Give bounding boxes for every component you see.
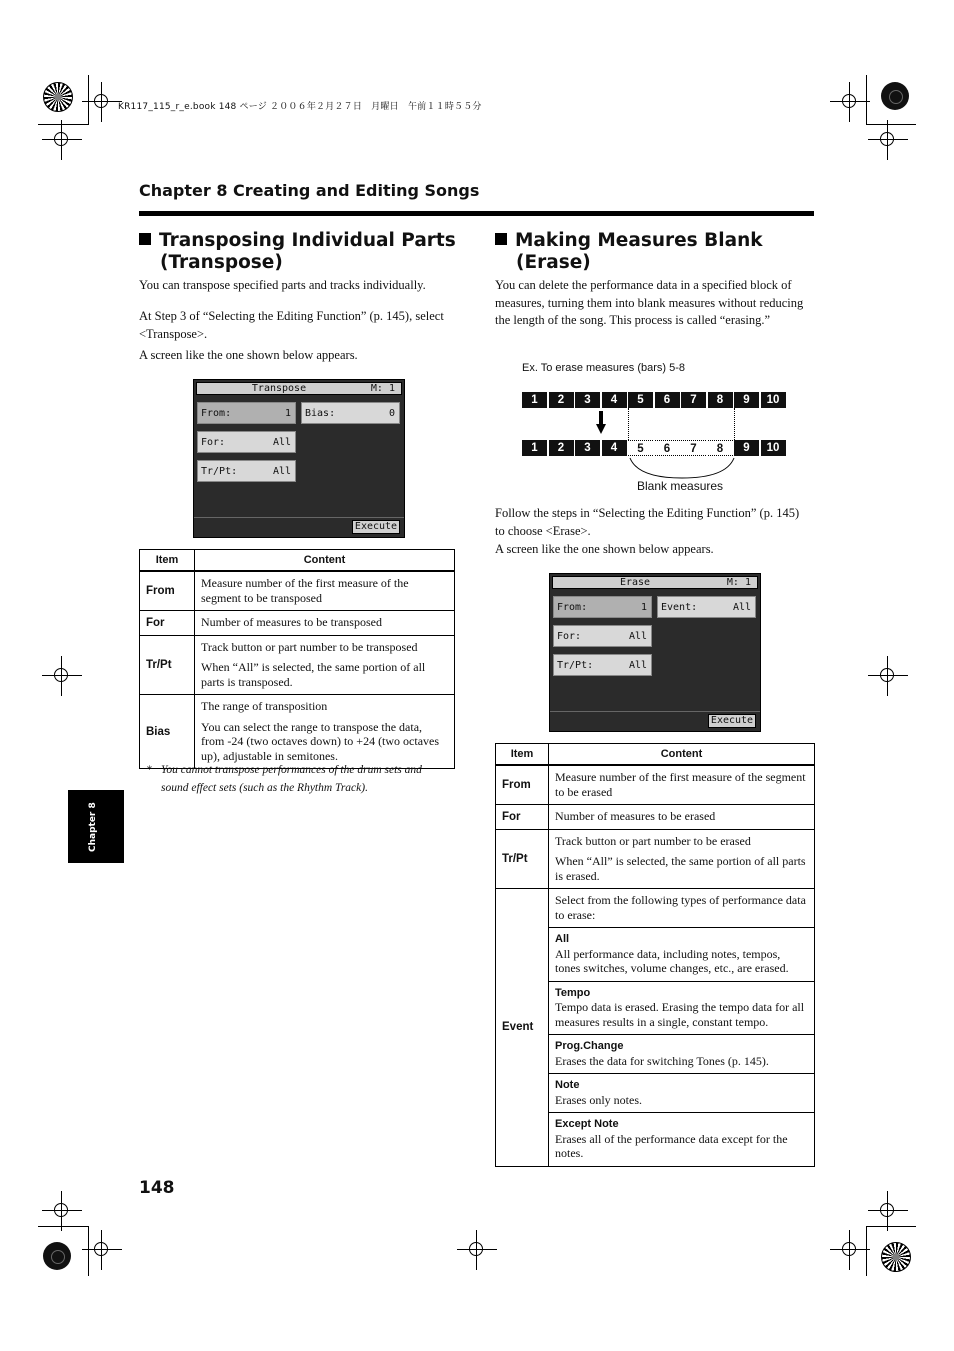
erase-diagram-caption: Ex. To erase measures (bars) 5-8 (522, 362, 686, 374)
lcd-trpt-field[interactable]: Tr/Pt: All (197, 460, 296, 482)
lcd-execute-button[interactable]: Execute (352, 520, 400, 534)
transpose-intro: You can transpose specified parts and tracks individually. (139, 278, 426, 292)
crop-line (38, 124, 88, 125)
crosshair-mark-top-right (830, 82, 870, 122)
lcd-trpt-field[interactable]: Tr/Pt: All (553, 654, 652, 676)
print-header-meta: KR117_115_r_e.book 148 ページ ２００６年２月２７日 月曜日 午前１１時５５分 (118, 102, 482, 112)
table-row: Tr/Pt Track button or part number to be transposed When “All” is selected, the same portion of all parts is transposed. (140, 635, 455, 695)
crosshair-mark-bottom-center (457, 1230, 497, 1270)
transpose-lcd-screen (193, 379, 405, 538)
blank-measures-label: Blank measures (637, 479, 724, 493)
measure-row-before: 1 2 3 4 5 6 7 8 9 10 (522, 392, 787, 408)
table-row: Bias The range of transposition You can select the range to transpose the data, from -24 (two octaves down) to +24 (two octaves up), adjustable in semitones. (140, 695, 455, 769)
lcd-for-field[interactable]: For: All (553, 625, 652, 647)
transpose-screen-text: A screen like the one shown below appears. (139, 348, 358, 362)
table-row: Prog.Change Erases the data for switching Tones (p. 145). (496, 1035, 815, 1074)
crosshair-mark-left-lower (42, 1191, 82, 1231)
table-header-item: Item (140, 550, 195, 572)
erase-lcd-screen (549, 573, 761, 732)
lcd-from-field[interactable]: From: 1 (553, 596, 652, 618)
lcd-from-field[interactable]: From: 1 (197, 402, 296, 424)
chapter-title: Chapter 8 Creating and Editing Songs (139, 181, 480, 200)
crosshair-mark-left-upper (42, 120, 82, 160)
erase-intro: You can delete the performance data in a specified block of measures, turning them into blank measures without reducing the length of the song. This process is called “erasing.” (495, 278, 804, 327)
table-header-item: Item (496, 744, 549, 766)
crop-line (88, 1226, 89, 1276)
crosshair-mark-bottom-right (830, 1230, 870, 1270)
table-row: For Number of measures to be transposed (140, 611, 455, 636)
square-bullet-icon (495, 233, 507, 245)
lcd-divider (194, 517, 404, 518)
lcd-for-field[interactable]: For: All (197, 431, 296, 453)
crosshair-mark-right-middle (868, 656, 908, 696)
section-heading-transpose: Transposing Individual Parts (Transpose) (139, 230, 459, 274)
table-row: All All performance data, including notes, tempos, tones switches, volume changes, etc., are erased. (496, 928, 815, 982)
table-row: Tr/Pt Track button or part number to be erased When “All” is selected, the same portion of all parts is erased. (496, 829, 815, 889)
table-row: From Measure number of the first measure of the segment to be erased (496, 765, 815, 805)
table-header-content: Content (195, 550, 455, 572)
chapter-rule (139, 211, 814, 216)
measure-row-after: 1 2 3 4 5 6 7 8 9 10 (522, 440, 787, 456)
crop-line (866, 124, 916, 125)
page-number: 148 (139, 1178, 175, 1198)
crop-line (38, 1226, 88, 1227)
registration-target-bottom-right (881, 1242, 911, 1272)
lcd-execute-button[interactable]: Execute (708, 714, 756, 728)
table-row: Except Note Erases all of the performance data except for the notes. (496, 1113, 815, 1167)
transpose-step: At Step 3 of “Selecting the Editing Function” (p. 145), select <Transpose>. (139, 309, 444, 341)
note-asterisk: * (146, 764, 152, 776)
registration-target-bottom-left (43, 1242, 71, 1270)
table-row: Tempo Tempo data is erased. Erasing the tempo data for all measures results in a single, constant tempo. (496, 981, 815, 1035)
down-arrow-head (596, 424, 606, 434)
section-heading-erase: Making Measures Blank (Erase) (495, 230, 815, 274)
crop-line (88, 75, 89, 125)
erase-screen-text: A screen like the one shown below appears. (495, 542, 714, 556)
table-header-content: Content (549, 744, 815, 766)
square-bullet-icon (139, 233, 151, 245)
brace-curve (630, 458, 734, 478)
registration-target-top-right (881, 82, 909, 110)
down-arrow-icon (599, 411, 603, 425)
lcd-bias-field[interactable]: Bias: 0 (301, 402, 400, 424)
lcd-title-bar: Transpose M: 1 (196, 382, 402, 395)
transpose-note: * You cannot transpose performances of the drum sets and sound effect sets (such as the Rhythm Track). (146, 764, 422, 794)
lcd-divider (550, 711, 760, 712)
diagram-guide-line (628, 408, 629, 440)
crosshair-mark-right-upper (868, 120, 908, 160)
erase-steps: Follow the steps in “Selecting the Editing Function” (p. 145) to choose <Erase>. (495, 506, 800, 538)
transpose-parameter-table (139, 549, 455, 769)
table-row: Note Erases only notes. (496, 1074, 815, 1113)
lcd-title-bar: Erase M: 1 (552, 576, 758, 589)
table-row: From Measure number of the first measure of the segment to be transposed (140, 571, 455, 611)
crosshair-mark-right-lower (868, 1191, 908, 1231)
crop-line (866, 75, 867, 125)
registration-target-top-left (43, 82, 73, 112)
erase-parameter-table (495, 743, 815, 1167)
chapter-side-tab: Chapter 8 (68, 790, 124, 863)
table-row: Event Select from the following types of performance data to erase: (496, 889, 815, 928)
diagram-guide-line (734, 408, 735, 440)
crop-line (866, 1226, 916, 1227)
crop-line (866, 1226, 867, 1276)
table-row: For Number of measures to be erased (496, 805, 815, 830)
lcd-event-field[interactable]: Event: All (657, 596, 756, 618)
crosshair-mark-left-middle (42, 656, 82, 696)
